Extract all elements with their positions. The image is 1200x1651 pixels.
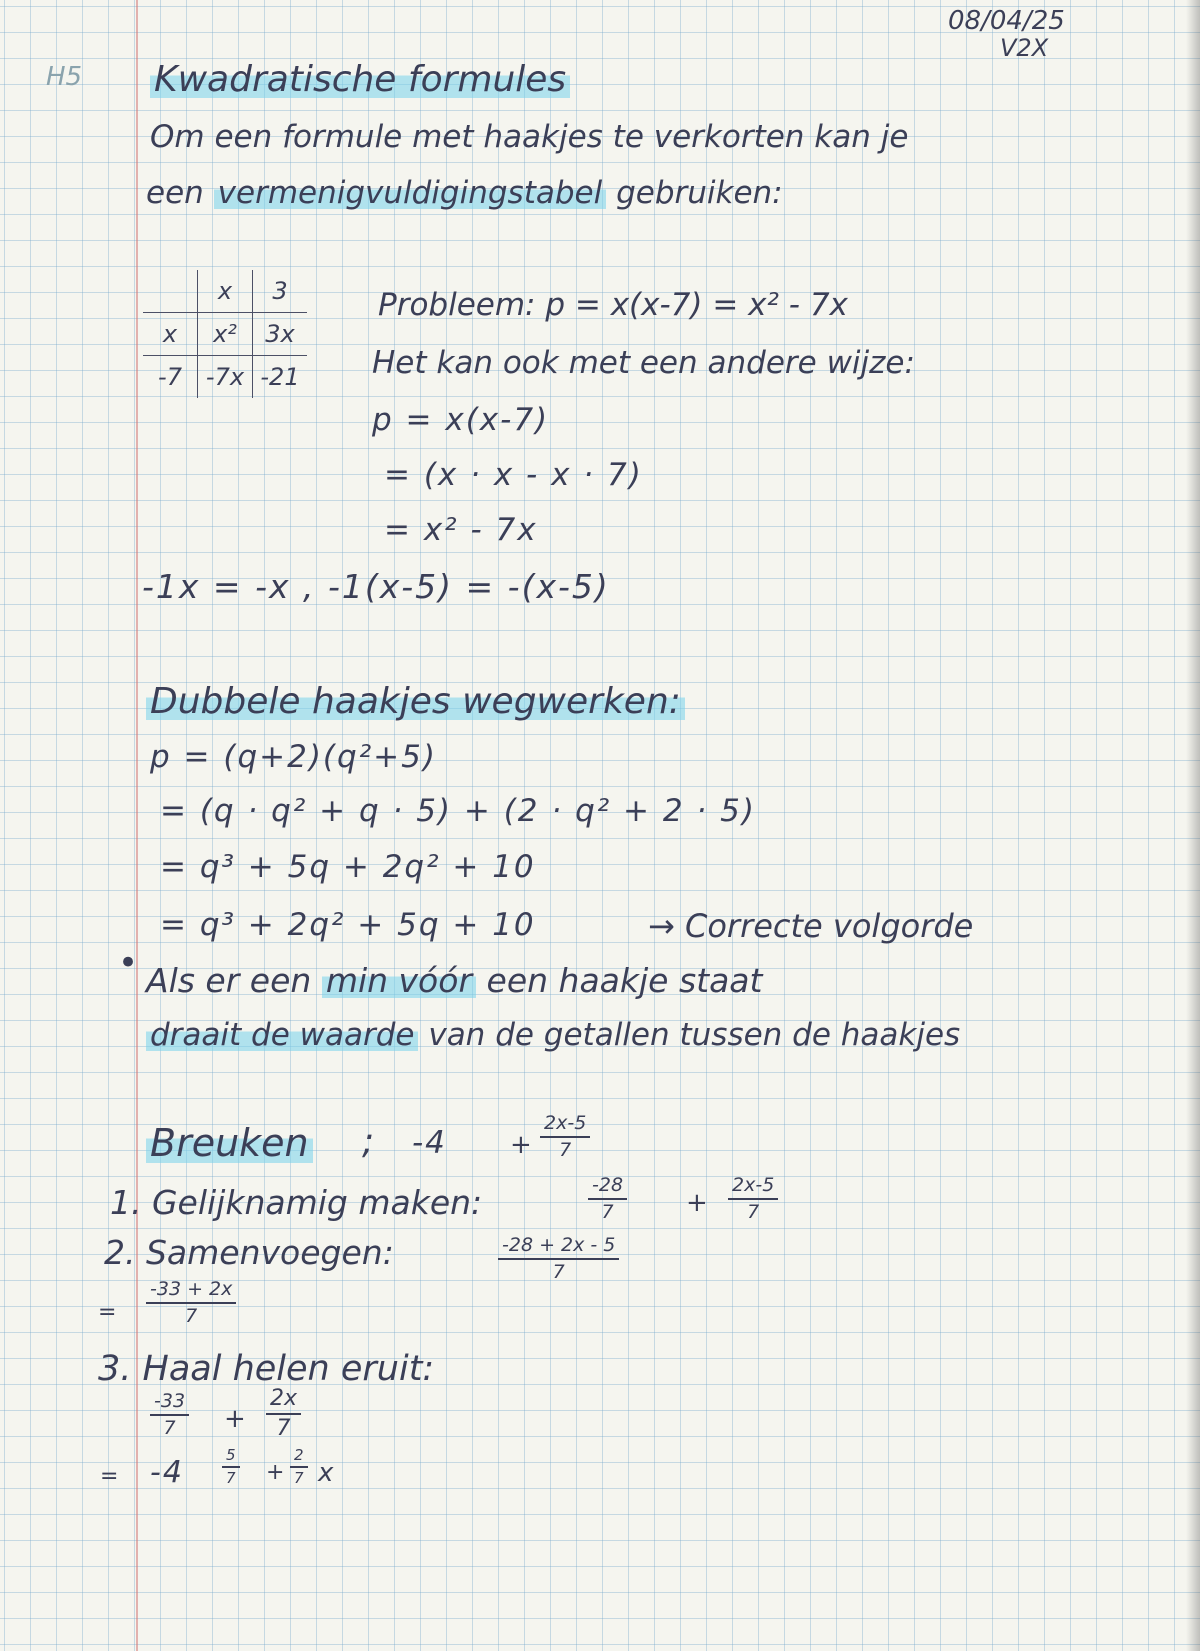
table-cell: x² (198, 313, 253, 356)
mixed-number-fraction (222, 1448, 240, 1486)
table-row (143, 313, 307, 356)
minus-rule-line-2-end: van de getallen tussen de haakjes (428, 1017, 961, 1053)
fraction-numerator: -28 + 2x - 5 (498, 1236, 619, 1260)
breuken-expression-whole: -4 (412, 1125, 447, 1161)
section-title-breuken (146, 1121, 313, 1165)
step-2-label: 2. Samenvoegen: (104, 1233, 394, 1272)
table-row (143, 270, 307, 313)
step-1-fraction-1 (588, 1176, 627, 1222)
section-title-kwadratische-formules (150, 59, 570, 100)
table-cell: 3 (253, 270, 308, 313)
multiplication-table (143, 270, 307, 398)
section-title-dubbele-haakjes (146, 681, 685, 722)
table-cell: -21 (253, 356, 308, 399)
fraction-denominator: 7 (601, 1201, 614, 1223)
fraction-numerator: 2x-5 (540, 1114, 590, 1138)
step-2-fraction (498, 1236, 619, 1282)
step-1-fraction-2 (728, 1176, 778, 1222)
table-cell: 3x (253, 313, 308, 356)
intro-line-2 (146, 175, 783, 211)
fraction-denominator: 7 (552, 1261, 565, 1283)
result-plus: + (266, 1460, 285, 1485)
fraction-numerator: 2x-5 (728, 1176, 778, 1200)
minus-rule-line-2-highlight: draait de waarde (146, 1017, 418, 1053)
table-cell: x (143, 313, 198, 356)
page-edge-shadow (1186, 0, 1200, 1651)
fraction-numerator: 2 (290, 1448, 308, 1468)
minus-rule-start: Als er een (146, 961, 312, 1000)
fraction-denominator: 7 (185, 1305, 198, 1327)
table-cell: -7x (198, 356, 253, 399)
fraction-denominator: 7 (163, 1417, 176, 1439)
date: 08/04/25 (948, 6, 1065, 36)
class-label: V2X (1000, 34, 1049, 62)
expansion-line-4: = q³ + 2q² + 5q + 10 (160, 907, 536, 943)
step-3-fraction-2 (266, 1388, 301, 1440)
result-variable: x (318, 1458, 336, 1488)
fraction-denominator: 7 (747, 1201, 760, 1223)
fraction-denominator: 7 (294, 1469, 304, 1487)
coefficient-fraction (290, 1448, 308, 1486)
minus-rule-highlight: min vóór (322, 961, 476, 1000)
table-row (143, 356, 307, 399)
correct-order-note: → Correcte volgorde (648, 907, 974, 945)
minus-rule-line-1 (146, 961, 763, 1000)
fraction-denominator: 7 (559, 1139, 572, 1161)
alternative-method-line: Het kan ook met een andere wijze: (372, 345, 915, 381)
intro-line-2-end: gebruiken: (616, 175, 783, 211)
step-1-label: 1. Gelijknamig maken: (110, 1183, 483, 1222)
expansion-line-3: = q³ + 5q + 2q² + 10 (160, 849, 536, 885)
equals-sign-2: = (100, 1464, 119, 1489)
problem-line: Probleem: p = x(x-7) = x² - 7x (378, 287, 848, 323)
table-cell: -7 (143, 356, 198, 399)
expansion-line-2: = (q · q² + q · 5) + (2 · q² + 2 · 5) (160, 793, 756, 829)
intro-line-2-highlight: vermenigvuldigingstabel (214, 175, 607, 211)
section-title-text: Dubbele haakjes wegwerken: (146, 681, 685, 722)
fraction-numerator: -33 (150, 1392, 189, 1416)
intro-line-2-start: een (146, 175, 204, 211)
fraction-denominator: 7 (276, 1416, 291, 1441)
minus-rule-end: een haakje staat (486, 961, 763, 1000)
intro-line-1: Om een formule met haakjes te verkorten kan je (150, 119, 909, 155)
step-3-label: 3. Haal helen eruit: (98, 1349, 435, 1389)
expansion-line-1: p = (q+2)(q²+5) (150, 739, 437, 775)
fraction-numerator: 5 (222, 1448, 240, 1468)
step-3-fraction-1 (150, 1392, 189, 1438)
equals-sign-1: = (98, 1300, 117, 1325)
section-title-text: Breuken (146, 1121, 313, 1165)
bullet-icon: • (118, 943, 139, 983)
chapter-label: H5 (46, 62, 83, 92)
method-step-1: p = x(x-7) (372, 402, 550, 438)
step-3-plus: + (224, 1404, 246, 1434)
breuken-expression-fraction (540, 1114, 590, 1160)
fraction-numerator: 2x (266, 1388, 301, 1415)
step-1-plus: + (686, 1188, 708, 1218)
fraction-denominator: 7 (226, 1469, 236, 1487)
table-cell (143, 270, 198, 313)
breuken-expression-plus: + (510, 1130, 532, 1160)
title-separator: ; (362, 1121, 375, 1162)
margin-line (136, 0, 138, 1651)
method-step-3: = x² - 7x (384, 512, 538, 548)
fraction-numerator: -28 (588, 1176, 627, 1200)
fraction-numerator: -33 + 2x (146, 1280, 236, 1304)
table-cell: x (198, 270, 253, 313)
combined-fraction (146, 1280, 236, 1326)
method-step-2: = (x · x - x · 7) (384, 457, 643, 493)
section-title-text: Kwadratische formules (150, 59, 570, 100)
mixed-number-whole: -4 (150, 1455, 184, 1490)
minus-rule-line-2 (146, 1017, 961, 1053)
negative-one-rule: -1x = -x , -1(x-5) = -(x-5) (142, 567, 610, 606)
